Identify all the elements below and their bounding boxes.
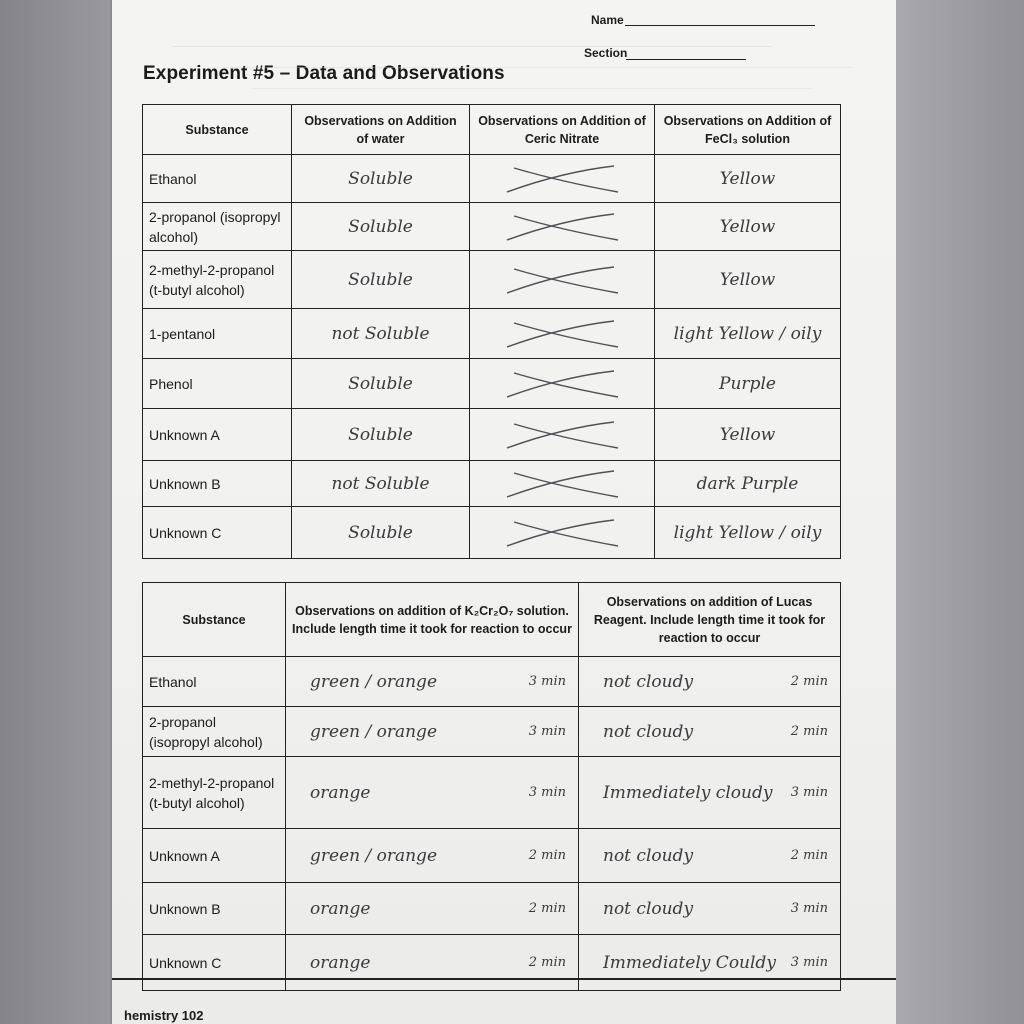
fecl3-observation-cell [655,461,841,507]
handwritten-lucas-observation: Immediately cloudy [603,782,773,803]
handwritten-k2cr2o7-observation: orange [310,952,371,973]
k2cr2o7-observation-cell [286,657,579,707]
strike-cross-icon [502,263,622,297]
table1-row [143,461,841,507]
ceric-nitrate-cell [470,507,655,559]
table1-row [143,309,841,359]
handwritten-fecl3-observation: light Yellow / oily [673,323,822,344]
handwritten-k2cr2o7-observation: green / orange [310,671,438,692]
lucas-observation-cell [579,657,841,707]
substance-cell: Ethanol [143,155,292,203]
table1-header-water: Observations on Addition of water [292,105,470,155]
table1-row [143,409,841,461]
handwritten-k2cr2o7-observation-time: 2 min [528,848,566,863]
substance-cell: 2-propanol (isopropyl alcohol) [143,203,292,251]
k2cr2o7-observation-cell [286,935,579,991]
handwritten-lucas-observation-time: 3 min [790,785,828,800]
handwritten-water-observation: not Soluble [331,473,430,494]
substance-cell: 2-methyl-2-propanol (t-butyl alcohol) [143,251,292,309]
handwritten-k2cr2o7-observation-time: 3 min [528,724,566,739]
water-observation-cell [292,309,470,359]
background-left [0,0,110,1024]
table2-row [143,829,841,883]
strike-cross-icon [502,418,622,452]
table2-row [143,935,841,991]
substance-cell: Ethanol [143,657,286,707]
handwritten-water-observation: Soluble [348,168,413,189]
ceric-nitrate-cell [470,251,655,309]
k2cr2o7-observation-cell [286,883,579,935]
handwritten-k2cr2o7-observation-time: 2 min [528,901,566,916]
fecl3-observation-cell [655,155,841,203]
substance-cell: 2-propanol (isopropyl alcohol) [143,707,286,757]
handwritten-fecl3-observation: Yellow [719,269,776,290]
lucas-observation-cell [579,829,841,883]
name-label: Name [591,13,624,27]
table1-row [143,359,841,409]
handwritten-water-observation: not Soluble [331,323,430,344]
handwritten-lucas-observation: not cloudy [603,845,694,866]
observations-table-1 [142,104,841,559]
handwritten-k2cr2o7-observation: orange [310,898,371,919]
water-observation-cell [292,409,470,461]
handwritten-lucas-observation: not cloudy [603,721,694,742]
table2-row [143,883,841,935]
section-label: Section [584,46,628,60]
fecl3-observation-cell [655,409,841,461]
handwritten-water-observation: Soluble [348,269,413,290]
handwritten-k2cr2o7-observation: green / orange [310,721,438,742]
ceric-nitrate-cell [470,309,655,359]
handwritten-fecl3-observation: Purple [719,373,776,394]
substance-cell: Unknown C [143,507,292,559]
handwritten-lucas-observation: not cloudy [603,671,694,692]
handwritten-fecl3-observation: dark Purple [696,473,799,494]
table1-row [143,155,841,203]
water-observation-cell [292,203,470,251]
substance-cell: Unknown C [143,935,286,991]
k2cr2o7-observation-cell [286,829,579,883]
water-observation-cell [292,461,470,507]
handwritten-fecl3-observation: light Yellow / oily [673,522,822,543]
handwritten-lucas-observation-time: 2 min [790,848,828,863]
table1-header-row [143,105,841,155]
substance-cell: Phenol [143,359,292,409]
table1-header-substance: Substance [143,105,292,155]
lucas-observation-cell [579,757,841,829]
table1-row [143,203,841,251]
substance-cell: Unknown A [143,829,286,883]
table2-row [143,657,841,707]
handwritten-k2cr2o7-observation: green / orange [310,845,438,866]
water-observation-cell [292,507,470,559]
handwritten-lucas-observation-time: 2 min [790,674,828,689]
table2-row [143,707,841,757]
handwritten-lucas-observation-time: 3 min [790,901,828,916]
handwritten-fecl3-observation: Yellow [719,216,776,237]
handwritten-lucas-observation: Immediately Couldy [603,952,776,973]
strike-cross-icon [502,317,622,351]
handwritten-k2cr2o7-observation-time: 3 min [528,674,566,689]
handwritten-k2cr2o7-observation: orange [310,782,371,803]
name-field [625,25,815,26]
strike-cross-icon [502,367,622,401]
fecl3-observation-cell [655,359,841,409]
table2-header-lucas: Observations on addition of Lucas Reagent. Include length time it took for reaction to occur [579,583,841,657]
lucas-observation-cell [579,935,841,991]
table2-header-k2cr2o7: Observations on addition of K₂Cr₂O₇ solution. Include length time it took for reaction to occur [286,583,579,657]
ceric-nitrate-cell [470,461,655,507]
fecl3-observation-cell [655,507,841,559]
observations-table-2 [142,582,841,991]
substance-cell: 2-methyl-2-propanol (t-butyl alcohol) [143,757,286,829]
substance-cell: 1-pentanol [143,309,292,359]
k2cr2o7-observation-cell [286,707,579,757]
ceric-nitrate-cell [470,155,655,203]
fecl3-observation-cell [655,309,841,359]
handwritten-water-observation: Soluble [348,373,413,394]
handwritten-lucas-observation-time: 3 min [790,955,828,970]
handwritten-k2cr2o7-observation-time: 3 min [528,785,566,800]
handwritten-fecl3-observation: Yellow [719,168,776,189]
handwritten-lucas-observation: not cloudy [603,898,694,919]
strike-cross-icon [502,516,622,550]
background-right [896,0,1024,1024]
table2-header-substance: Substance [143,583,286,657]
substance-cell: Unknown B [143,461,292,507]
water-observation-cell [292,155,470,203]
handwritten-k2cr2o7-observation-time: 2 min [528,955,566,970]
strike-cross-icon [502,210,622,244]
handwritten-lucas-observation-time: 2 min [790,724,828,739]
fecl3-observation-cell [655,251,841,309]
bottom-rule [112,978,896,980]
substance-cell: Unknown B [143,883,286,935]
page-title: Experiment #5 – Data and Observations [143,63,505,84]
ceric-nitrate-cell [470,359,655,409]
worksheet-page [112,0,896,1024]
strike-cross-icon [502,467,622,501]
ceric-nitrate-cell [470,203,655,251]
table2-header-row [143,583,841,657]
k2cr2o7-observation-cell [286,757,579,829]
fecl3-observation-cell [655,203,841,251]
table2-row [143,757,841,829]
lucas-observation-cell [579,883,841,935]
handwritten-water-observation: Soluble [348,522,413,543]
handwritten-water-observation: Soluble [348,216,413,237]
ceric-nitrate-cell [470,409,655,461]
course-footer: hemistry 102 [124,1008,204,1023]
water-observation-cell [292,251,470,309]
substance-cell: Unknown A [143,409,292,461]
lucas-observation-cell [579,707,841,757]
handwritten-water-observation: Soluble [348,424,413,445]
table1-row [143,507,841,559]
strike-cross-icon [502,162,622,196]
handwritten-fecl3-observation: Yellow [719,424,776,445]
table1-header-ceric: Observations on Addition of Ceric Nitrate [470,105,655,155]
water-observation-cell [292,359,470,409]
table1-header-fecl3: Observations on Addition of FeCl₃ solution [655,105,841,155]
table1-row [143,251,841,309]
